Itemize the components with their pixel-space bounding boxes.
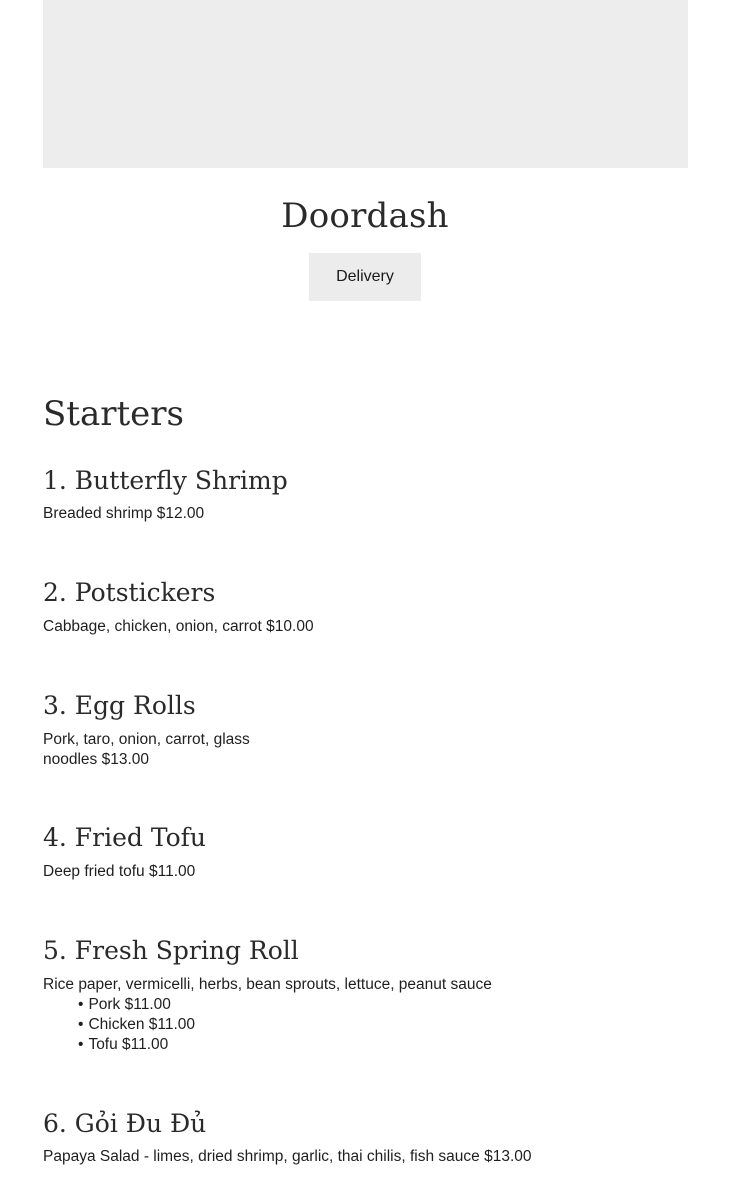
menu-item-description-line: Pork, taro, onion, carrot, glass xyxy=(43,731,250,748)
variant-item: • Tofu $11.00 xyxy=(78,1035,683,1055)
variant-item: • Chicken $11.00 xyxy=(78,1015,683,1035)
menu-item xyxy=(43,935,683,1055)
section-title: Starters xyxy=(43,394,184,434)
menu-item-description-line: noodles $13.00 xyxy=(43,751,150,768)
menu-item xyxy=(43,822,683,882)
menu-item-name: 4. Fried Tofu xyxy=(43,823,206,852)
menu-item-description: Deep fried tofu $11.00 xyxy=(43,863,196,880)
menu-item xyxy=(43,465,683,524)
menu-item-description: Cabbage, chicken, onion, carrot $10.00 xyxy=(43,618,314,635)
menu-item-name: 1. Butterfly Shrimp xyxy=(43,466,288,495)
variant-list xyxy=(43,995,683,1055)
menu-item xyxy=(43,1108,683,1167)
service-title: Doordash xyxy=(281,196,449,236)
menu-item xyxy=(43,690,683,770)
variant-item: • Pork $11.00 xyxy=(78,995,683,1015)
menu-item-name: 2. Potstickers xyxy=(43,578,216,607)
menu-item-description: Breaded shrimp $12.00 xyxy=(43,505,205,522)
menu-item-name: 6. Gỏi Đu Đủ xyxy=(43,1109,207,1138)
menu-item-name: 5. Fresh Spring Roll xyxy=(43,936,299,965)
menu-item-name: 3. Egg Rolls xyxy=(43,691,196,720)
menu-item xyxy=(43,577,683,637)
hero-image-placeholder xyxy=(43,0,688,168)
menu-item-description: Rice paper, vermicelli, herbs, bean sprouts, lettuce, peanut sauce xyxy=(43,976,492,993)
delivery-button[interactable]: Delivery xyxy=(309,253,421,301)
menu-item-description: Papaya Salad - limes, dried shrimp, garlic, thai chilis, fish sauce $13.00 xyxy=(43,1148,532,1165)
